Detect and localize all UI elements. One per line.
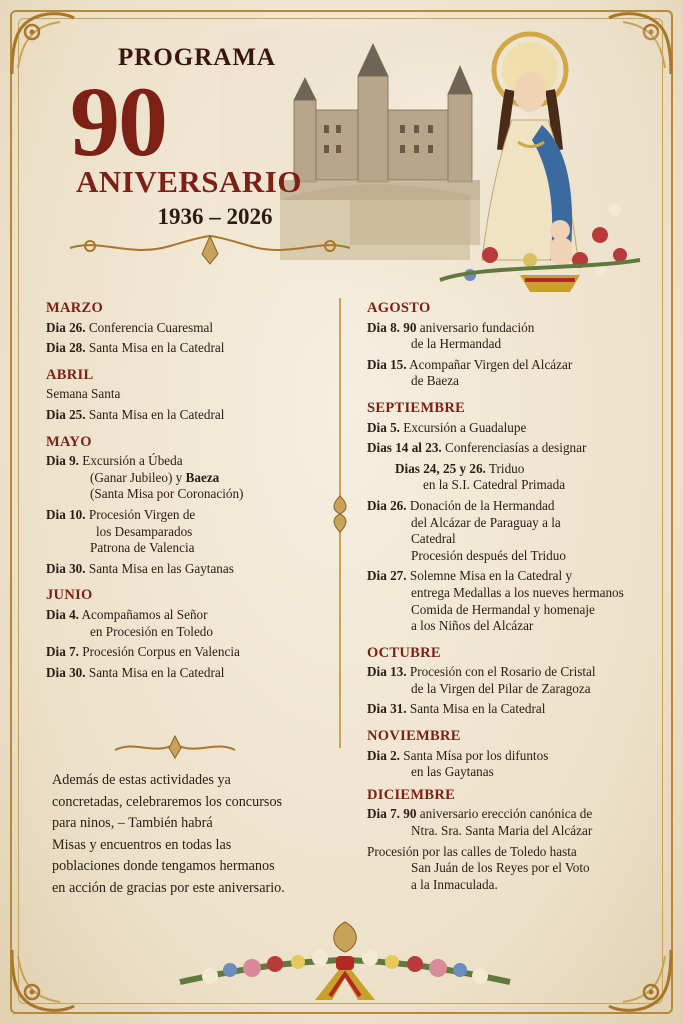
- event-text-bold: Baeza: [185, 469, 220, 485]
- event-text: Procesión por las calles de Toledo hasta: [367, 843, 577, 859]
- header-number: 90: [70, 66, 166, 177]
- event-line: en Procesión en Toledo: [90, 623, 213, 639]
- closing-note: [52, 770, 337, 899]
- event-text: Excursión a Úbeda: [78, 453, 183, 469]
- header-aniversario: ANIVERSARIO: [76, 164, 302, 199]
- event-text: Excursión a Guadalupe: [399, 419, 527, 435]
- event-item: [46, 453, 331, 503]
- note-line: para ninos, – También habrá: [52, 815, 213, 831]
- event-line: a los Niños del Alcázar: [411, 618, 534, 634]
- header-years: 1936 – 2026: [157, 204, 273, 229]
- ornamental-corner-icon: [8, 946, 78, 1016]
- event-line: en las Gaytanas: [411, 764, 494, 780]
- event-line: (Santa Misa por Coronación): [90, 486, 244, 502]
- event-day: Dia 9.: [46, 453, 79, 469]
- note-line: en acción de gracias por este aniversario.: [52, 879, 285, 896]
- right-column: [367, 300, 657, 897]
- note-line: Además de estas actividades ya: [52, 772, 231, 788]
- event-day: Dias 24, 25 y 26.: [395, 460, 486, 476]
- event-text: Santa Misa en las Gaytanas: [85, 560, 234, 576]
- month-abril: ABRIL: [46, 366, 94, 383]
- event-day: Dia 7. 90: [367, 806, 417, 822]
- event-text: Procesión Corpus en Valencia: [78, 644, 240, 660]
- ornamental-corner-icon: [8, 8, 78, 78]
- event-text: Solemne Misa en la Catedral y: [406, 568, 573, 584]
- event-day: Dia 30.: [46, 560, 86, 576]
- event-item: [367, 806, 657, 839]
- month-agosto: AGOSTO: [367, 300, 431, 316]
- event-line: del Alcázar de Paraguay a la: [411, 514, 561, 530]
- note-line: Misas y encuentros en todas las: [52, 836, 232, 853]
- event-text: Triduo: [485, 460, 525, 476]
- event-day: Dia 10.: [46, 506, 86, 522]
- event-item: [46, 340, 331, 357]
- month-mayo: MAYO: [46, 433, 92, 450]
- ornamental-corner-icon: [605, 946, 675, 1016]
- event-item: [46, 507, 331, 557]
- event-line: de la Virgen del Pilar de Zaragoza: [411, 680, 591, 696]
- event-text: Conferenciasías a designar: [441, 440, 587, 456]
- event-day: Dia 25.: [46, 406, 86, 422]
- month-junio: JUNIO: [46, 587, 93, 604]
- event-day: Dia 7.: [46, 644, 79, 660]
- event-text: Acompañamos al Señor: [78, 606, 208, 622]
- event-day: Dia 5.: [367, 419, 400, 435]
- event-item: [367, 844, 657, 894]
- event-text: Acompañar Virgen del Alcázar: [406, 356, 573, 372]
- event-line: San Juán de los Reyes por el Voto: [411, 860, 590, 876]
- flower-garland-icon: [170, 912, 520, 1007]
- event-item: [367, 420, 657, 437]
- event-text: Santa Misa en la Catedral: [406, 701, 546, 717]
- event-line: de Baeza: [411, 373, 459, 389]
- event-day: Dia 13.: [367, 664, 407, 680]
- event-line: Procesión después del Triduo: [411, 547, 566, 563]
- event-item: [46, 644, 331, 661]
- event-day: Dia 4.: [46, 606, 79, 622]
- event-day: Dia 27.: [367, 568, 407, 584]
- event-item: [367, 568, 657, 634]
- note-line: concretadas, celebraremos los concursos: [52, 793, 283, 810]
- event-item: [367, 320, 657, 353]
- event-line: Patrona de Valencia: [90, 540, 195, 556]
- event-item: [46, 407, 331, 424]
- event-text: Santa Misa en la Catedral: [85, 664, 225, 680]
- event-text: Santa Misa en la Catedral: [85, 406, 225, 422]
- left-column: [46, 300, 331, 685]
- month-marzo: MARZO: [46, 300, 104, 316]
- event-item: [367, 357, 657, 390]
- event-text: Conferencia Cuaresmal: [85, 319, 213, 335]
- event-day: Dia 26.: [46, 319, 86, 335]
- event-text: aniversario fundación: [416, 319, 535, 335]
- event-text: aniversario erección canónica de: [416, 806, 593, 822]
- month-diciembre: DICIEMBRE: [367, 786, 456, 803]
- event-day: Dias 14 al 23.: [367, 440, 442, 456]
- note-line: poblaciones donde tengamos hermanos: [52, 858, 275, 874]
- event-line: [46, 470, 331, 487]
- header-programa: PROGRAMA: [118, 44, 276, 71]
- event-text: Procesión con el Rosario de Cristal: [406, 664, 596, 680]
- month-octubre: OCTUBRE: [367, 644, 441, 661]
- event-line: Ntra. Sra. Santa Maria del Alcázar: [411, 823, 593, 839]
- event-day: Dia 2.: [367, 747, 400, 763]
- event-line: en la S.I. Catedral Primada: [423, 477, 566, 493]
- event-day: Dia 26.: [367, 497, 407, 513]
- event-day: Dia 28.: [46, 340, 86, 356]
- event-item: [367, 498, 657, 564]
- scroll-flourish-icon: [110, 732, 240, 767]
- event-item: [46, 665, 331, 682]
- event-day: Dia 31.: [367, 701, 407, 717]
- event-text: Santa Misa en la Catedral: [85, 340, 225, 356]
- event-item: Semana Santa: [46, 386, 121, 402]
- event-item: [367, 440, 657, 457]
- event-line: Comida de Hermandal y homenaje: [411, 601, 595, 617]
- event-line: Catedral: [411, 531, 456, 547]
- event-text: Procesión Virgen de: [85, 506, 196, 522]
- event-text: Santa Mísa por los difuntos: [399, 747, 549, 763]
- event-item: [367, 701, 657, 718]
- scroll-flourish-icon: [60, 228, 360, 273]
- event-item: [367, 664, 657, 697]
- event-line: a la Inmaculada.: [411, 876, 498, 892]
- event-item: [46, 320, 331, 337]
- event-item: [46, 561, 331, 578]
- event-item: [367, 461, 657, 494]
- event-day: Dia 8. 90: [367, 319, 417, 335]
- event-item: [367, 748, 657, 781]
- event-text: Donación de la Hermandad: [406, 497, 555, 513]
- event-day: Dia 15.: [367, 356, 407, 372]
- event-text: (Ganar Jubileo) y: [90, 469, 186, 485]
- event-day: Dia 30.: [46, 664, 86, 680]
- event-line: de la Hermandad: [411, 336, 502, 352]
- fleur-knot-icon: [330, 494, 350, 539]
- month-noviembre: NOVIEMBRE: [367, 728, 461, 745]
- event-line: entrega Medallas a los nueves hermanos: [411, 584, 624, 600]
- event-line: los Desamparados: [96, 523, 193, 539]
- event-item: [46, 607, 331, 640]
- month-septiembre: SEPTIEMBRE: [367, 399, 466, 416]
